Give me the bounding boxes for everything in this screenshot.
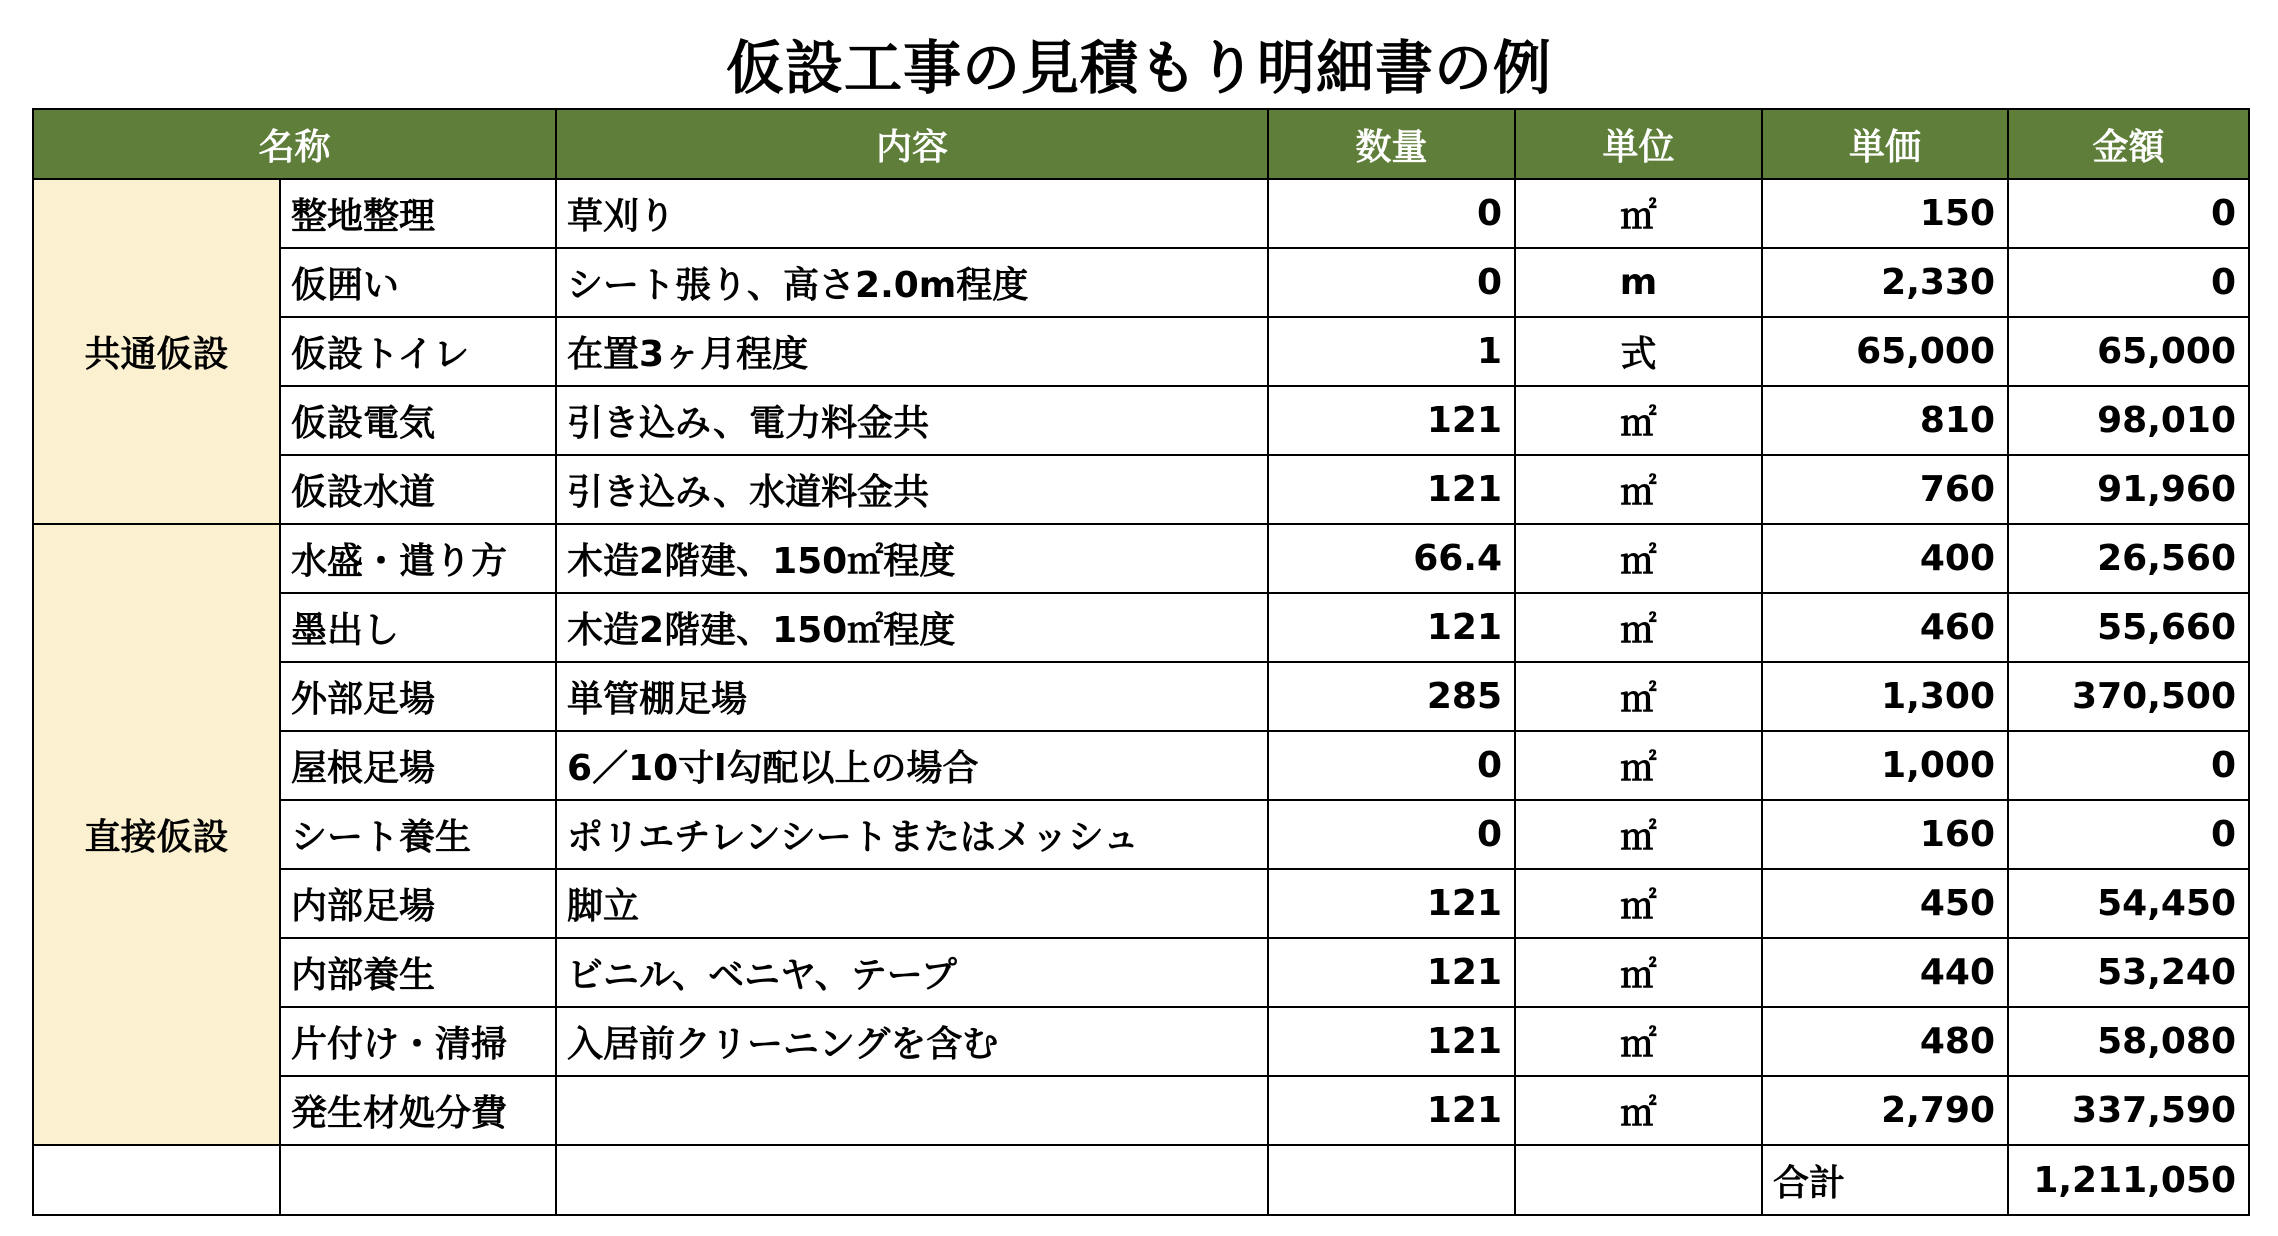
total-row — [33, 1145, 2249, 1215]
item-unit-price: 1,300 — [1762, 662, 2008, 731]
item-amount: 0 — [2008, 179, 2249, 248]
item-quantity: 121 — [1268, 938, 1515, 1007]
table-row — [33, 938, 2249, 1007]
header-unit: 単位 — [1515, 109, 1762, 179]
item-unit-price: 400 — [1762, 524, 2008, 593]
table-row — [33, 524, 2249, 593]
table-row — [33, 1007, 2249, 1076]
item-unit-price: 1,000 — [1762, 731, 2008, 800]
item-unit: m — [1515, 248, 1762, 317]
item-amount: 65,000 — [2008, 317, 2249, 386]
item-unit-price: 450 — [1762, 869, 2008, 938]
item-quantity: 0 — [1268, 800, 1515, 869]
item-quantity: 66.4 — [1268, 524, 1515, 593]
empty-cell — [556, 1145, 1268, 1215]
item-unit-price: 65,000 — [1762, 317, 2008, 386]
item-unit: ㎡ — [1515, 869, 1762, 938]
item-description: 在置3ヶ月程度 — [556, 317, 1268, 386]
item-name: 片付け・清掃 — [280, 1007, 556, 1076]
item-amount: 54,450 — [2008, 869, 2249, 938]
table-row — [33, 455, 2249, 524]
item-name: 仮囲い — [280, 248, 556, 317]
item-amount: 53,240 — [2008, 938, 2249, 1007]
item-unit: 式 — [1515, 317, 1762, 386]
item-description: 木造2階建、150㎡程度 — [556, 524, 1268, 593]
table-header-row — [33, 109, 2249, 179]
table-row — [33, 869, 2249, 938]
header-unit-price: 単価 — [1762, 109, 2008, 179]
item-unit-price: 2,790 — [1762, 1076, 2008, 1145]
item-unit-price: 810 — [1762, 386, 2008, 455]
page-title: 仮設工事の見積もり明細書の例 — [725, 34, 1552, 102]
item-unit-price: 760 — [1762, 455, 2008, 524]
item-unit: ㎡ — [1515, 386, 1762, 455]
item-amount: 0 — [2008, 800, 2249, 869]
header-quantity: 数量 — [1268, 109, 1515, 179]
item-unit: ㎡ — [1515, 731, 1762, 800]
item-amount: 55,660 — [2008, 593, 2249, 662]
item-description: ポリエチレンシートまたはメッシュ — [556, 800, 1268, 869]
item-name: 外部足場 — [280, 662, 556, 731]
item-name: 水盛・遣り方 — [280, 524, 556, 593]
item-unit-price: 150 — [1762, 179, 2008, 248]
item-unit: ㎡ — [1515, 938, 1762, 1007]
item-name: 内部養生 — [280, 938, 556, 1007]
item-quantity: 121 — [1268, 1076, 1515, 1145]
item-unit: ㎡ — [1515, 1076, 1762, 1145]
item-name: 仮設水道 — [280, 455, 556, 524]
total-label: 合計 — [1762, 1145, 2008, 1215]
item-description: 単管棚足場 — [556, 662, 1268, 731]
item-quantity: 285 — [1268, 662, 1515, 731]
item-description: 木造2階建、150㎡程度 — [556, 593, 1268, 662]
item-name: 仮設電気 — [280, 386, 556, 455]
item-description — [556, 1076, 1268, 1145]
item-amount: 0 — [2008, 248, 2249, 317]
total-amount: 1,211,050 — [2008, 1145, 2249, 1215]
table-row — [33, 593, 2249, 662]
item-quantity: 121 — [1268, 386, 1515, 455]
table-row — [33, 317, 2249, 386]
item-unit-price: 480 — [1762, 1007, 2008, 1076]
item-amount: 337,590 — [2008, 1076, 2249, 1145]
item-unit: ㎡ — [1515, 800, 1762, 869]
table-row — [33, 731, 2249, 800]
table-row — [33, 248, 2249, 317]
item-amount: 91,960 — [2008, 455, 2249, 524]
header-amount: 金額 — [2008, 109, 2249, 179]
empty-cell — [1268, 1145, 1515, 1215]
item-description: ビニル、ベニヤ、テープ — [556, 938, 1268, 1007]
table-row — [33, 800, 2249, 869]
item-unit-price: 460 — [1762, 593, 2008, 662]
table-row — [33, 662, 2249, 731]
item-quantity: 121 — [1268, 455, 1515, 524]
item-quantity: 121 — [1268, 1007, 1515, 1076]
item-unit: ㎡ — [1515, 593, 1762, 662]
item-unit-price: 2,330 — [1762, 248, 2008, 317]
item-unit-price: 160 — [1762, 800, 2008, 869]
item-unit: ㎡ — [1515, 662, 1762, 731]
category-label: 共通仮設 — [33, 179, 280, 524]
item-description: 6／10寸l勾配以上の場合 — [556, 731, 1268, 800]
item-amount: 58,080 — [2008, 1007, 2249, 1076]
item-quantity: 1 — [1268, 317, 1515, 386]
item-description: 脚立 — [556, 869, 1268, 938]
item-description: 引き込み、電力料金共 — [556, 386, 1268, 455]
item-quantity: 121 — [1268, 869, 1515, 938]
item-quantity: 121 — [1268, 593, 1515, 662]
item-name: 整地整理 — [280, 179, 556, 248]
item-quantity: 0 — [1268, 731, 1515, 800]
item-amount: 0 — [2008, 731, 2249, 800]
item-unit: ㎡ — [1515, 455, 1762, 524]
item-description: 引き込み、水道料金共 — [556, 455, 1268, 524]
empty-cell — [280, 1145, 556, 1215]
empty-cell — [33, 1145, 280, 1215]
header-name: 名称 — [33, 109, 556, 179]
header-content: 内容 — [556, 109, 1268, 179]
item-name: 発生材処分費 — [280, 1076, 556, 1145]
category-label: 直接仮設 — [33, 524, 280, 1145]
item-description: 草刈り — [556, 179, 1268, 248]
item-name: 仮設トイレ — [280, 317, 556, 386]
item-name: 内部足場 — [280, 869, 556, 938]
item-name: シート養生 — [280, 800, 556, 869]
item-quantity: 0 — [1268, 179, 1515, 248]
table-row — [33, 1076, 2249, 1145]
empty-cell — [1515, 1145, 1762, 1215]
item-name: 屋根足場 — [280, 731, 556, 800]
item-name: 墨出し — [280, 593, 556, 662]
item-unit: ㎡ — [1515, 179, 1762, 248]
item-amount: 26,560 — [2008, 524, 2249, 593]
table-body — [33, 179, 2249, 1215]
estimate-table — [32, 108, 2250, 1216]
item-unit: ㎡ — [1515, 1007, 1762, 1076]
table-row — [33, 386, 2249, 455]
item-quantity: 0 — [1268, 248, 1515, 317]
item-description: シート張り、高さ2.0m程度 — [556, 248, 1268, 317]
item-description: 入居前クリーニングを含む — [556, 1007, 1268, 1076]
item-unit: ㎡ — [1515, 524, 1762, 593]
item-unit-price: 440 — [1762, 938, 2008, 1007]
table-row — [33, 179, 2249, 248]
item-amount: 370,500 — [2008, 662, 2249, 731]
item-amount: 98,010 — [2008, 386, 2249, 455]
